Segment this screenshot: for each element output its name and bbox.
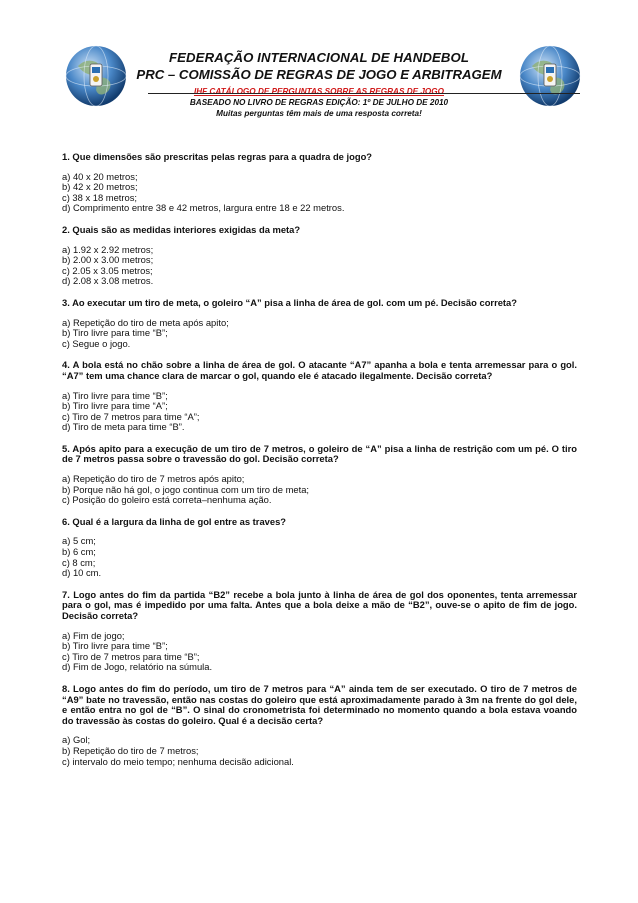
option-b: b) 6 cm;	[62, 546, 96, 558]
option-c: c) 38 x 18 metros;	[62, 191, 138, 203]
option-d: d) Fim de Jogo, relatório na súmula.	[62, 661, 213, 673]
option-a: a) Fim de jogo;	[62, 629, 125, 641]
option-c: c) 8 cm;	[62, 556, 96, 568]
option-b: b) Tiro livre para time “A”;	[62, 400, 168, 412]
question-text: 3. Ao executar um tiro de meta, o goleiro “A” pisa a linha de área de gol. com um pé. Decisão correta?	[62, 296, 517, 308]
question-block	[62, 517, 577, 579]
question-text: 1. Que dimensões são prescritas pelas regras para a quadra de jogo?	[62, 151, 373, 162]
option-b: b) Tiro livre para time “B”;	[62, 640, 168, 652]
question-block	[62, 444, 577, 506]
header-divider	[148, 93, 580, 94]
question-block	[62, 684, 577, 767]
question-list	[62, 152, 577, 778]
option-b: b) 42 x 20 metros;	[62, 181, 138, 193]
header-subtitle: PRC – COMISSÃO DE REGRAS DE JOGO E ARBITRAGEM	[136, 67, 502, 82]
option-a: a) Tiro livre para time “B”;	[62, 389, 168, 401]
option-b: b) Repetição do tiro de 7 metros;	[62, 744, 199, 756]
option-a: a) 1.92 x 2.92 metros;	[62, 243, 154, 255]
option-c: c) Tiro de 7 metros para time “B”;	[62, 650, 200, 662]
option-b: b) Tiro livre para time “B”;	[62, 327, 168, 339]
option-d: d) 2.08 x 3.08 metros.	[62, 275, 154, 287]
option-a: a) Gol;	[62, 734, 91, 746]
option-list	[62, 172, 577, 214]
document-header	[0, 50, 638, 119]
question-text: 4. A bola está no chão sobre a linha de área de gol. O atacante “A7” apanha a bola e tenta arremessar para o gol. “A7” tem uma chance clara de marcar o gol, quando ele é atacado ilegalmente. Decisão correta?	[62, 359, 577, 381]
option-list	[62, 391, 577, 433]
option-c: c) Segue o jogo.	[62, 337, 131, 349]
option-c: c) Posição do goleiro está correta–nenhuma ação.	[62, 494, 272, 506]
option-a: a) Repetição do tiro de meta após apito;	[62, 316, 229, 328]
option-list	[62, 631, 577, 673]
question-text: 2. Quais são as medidas interiores exigidas da meta?	[62, 223, 301, 235]
note-line: Muitas perguntas têm mais de uma resposta correta!	[216, 109, 422, 118]
option-d: d) Comprimento entre 38 e 42 metros, largura entre 18 e 22 metros.	[62, 202, 345, 214]
option-c: c) Tiro de 7 metros para time “A”;	[62, 410, 200, 422]
question-text: 6. Qual é a largura da linha de gol entre as traves?	[62, 515, 287, 527]
option-d: d) 10 cm.	[62, 567, 102, 579]
question-text: 7. Logo antes do fim da partida “B2” recebe a bola junto à linha de área de gol dos oponentes, tenta arremessar para o gol, mas é impedido por uma falta. Antes que a bola deixe a mão de “B2”, ouve-se o apito de fim de jogo. Decisão correta?	[62, 588, 577, 621]
option-list	[62, 318, 577, 350]
question-block	[62, 225, 577, 287]
option-a: a) 40 x 20 metros;	[62, 170, 138, 182]
option-c: c) 2.05 x 3.05 metros;	[62, 264, 153, 276]
question-block	[62, 590, 577, 673]
catalog-title: IHF CATÁLOGO DE PERGUNTAS SOBRE AS REGRAS DE JOGO	[193, 87, 445, 96]
option-d: d) Tiro de meta para time “B”.	[62, 421, 185, 433]
question-block	[62, 298, 577, 349]
option-list	[62, 735, 577, 767]
option-a: a) Repetição do tiro de 7 metros após apito;	[62, 473, 245, 485]
header-title: FEDERAÇÃO INTERNACIONAL DE HANDEBOL	[169, 50, 469, 65]
option-b: b) 2.00 x 3.00 metros;	[62, 254, 154, 266]
based-on-line: BASEADO NO LIVRO DE REGRAS EDIÇÃO: 1º DE JULHO DE 2010	[189, 98, 449, 107]
option-b: b) Porque não há gol, o jogo continua com um tiro de meta;	[62, 483, 310, 495]
option-list	[62, 474, 577, 506]
option-c: c) intervalo do meio tempo; nenhuma decisão adicional.	[62, 755, 294, 767]
question-block	[62, 360, 577, 433]
option-list	[62, 245, 577, 287]
option-list	[62, 536, 577, 578]
option-a: a) 5 cm;	[62, 535, 96, 547]
question-text: 5. Após apito para a execução de um tiro de 7 metros, o goleiro de “A” pisa a linha de restrição com um pé. O tiro de 7 metros passa sobre o travessão do gol. Decisão correta?	[62, 442, 577, 465]
question-text: 8. Logo antes do fim do período, um tiro de 7 metros para “A” ainda tem de ser executado. O tiro de 7 metros de “A9” bate no travessão, então nas costas do goleiro que está aproximadamente parado à 3m na frente do gol dele, e então entra no gol de “B”. O sinal do cronometrista foi determinado no momento quando a bola estava voando do travessão às costas do goleiro. Qual é a decisão certa?	[62, 682, 577, 726]
question-block	[62, 152, 577, 214]
